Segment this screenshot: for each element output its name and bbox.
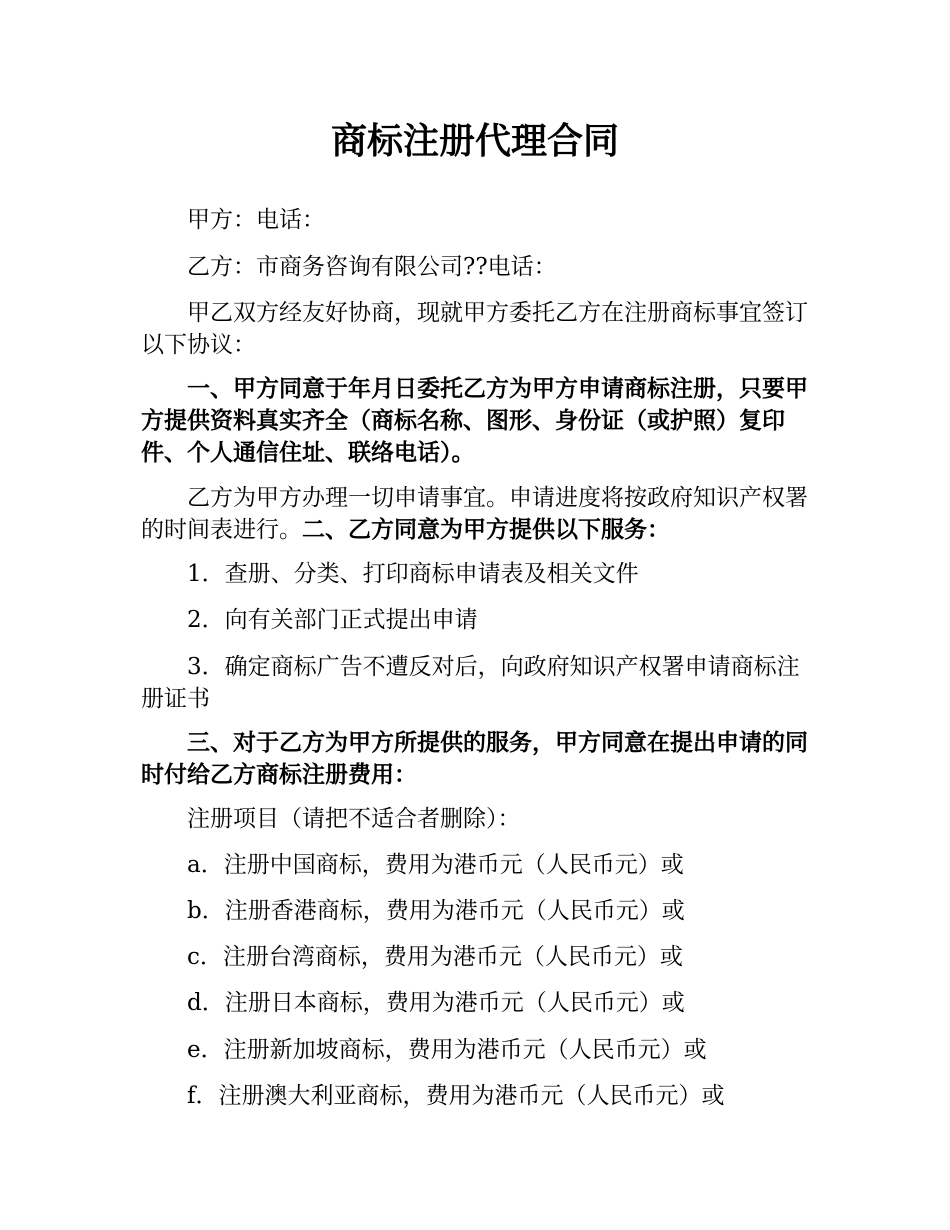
document-title: 商标注册代理合同 bbox=[330, 121, 619, 162]
fee-item-e: e．注册新加坡商标，费用为港币元（人民币元）或 bbox=[187, 1037, 707, 1063]
service-item-1: 1．查册、分类、打印商标申请表及相关文件 bbox=[187, 561, 639, 587]
fee-item-d: d．注册日本商标，费用为港币元（人民币元）或 bbox=[187, 990, 685, 1016]
clause-2-heading: 二、乙方同意为甲方提供以下服务： bbox=[302, 517, 670, 543]
clause-1: 一、甲方同意于年月日委托乙方为甲方申请商标注册，只要甲方提供资料真实齐全（商标名称、图形、身份证（或护照）复印件、个人通信住址、联络电话）。 bbox=[141, 376, 808, 466]
clause-1-followup-paragraph bbox=[141, 482, 811, 546]
fee-item-b: b．注册香港商标，费用为港币元（人民币元）或 bbox=[187, 898, 685, 924]
intro-paragraph: 甲乙双方经友好协商，现就甲方委托乙方在注册商标事宜签订以下协议： bbox=[141, 300, 808, 358]
fee-item-a: a．注册中国商标，费用为港币元（人民币元）或 bbox=[187, 852, 684, 878]
clause-1-followup: 乙方为甲方办理一切申请事宜。申请进度将按政府知识产权署的时间表进行。 bbox=[141, 485, 808, 543]
party-a-line: 甲方：电话： bbox=[187, 207, 325, 233]
items-intro: 注册项目（请把不适合者删除）： bbox=[187, 806, 521, 832]
service-item-3: 3．确定商标广告不遭反对后，向政府知识产权署申请商标注册证书 bbox=[141, 654, 800, 712]
service-item-2: 2．向有关部门正式提出申请 bbox=[187, 607, 478, 633]
fee-item-c: c．注册台湾商标，费用为港币元（人民币元）或 bbox=[187, 944, 683, 970]
clause-3: 三、对于乙方为甲方所提供的服务，甲方同意在提出申请的同时付给乙方商标注册费用： bbox=[141, 730, 808, 788]
party-b-line: 乙方：市商务咨询有限公司??电话： bbox=[187, 254, 557, 280]
fee-item-f: f．注册澳大利亚商标，费用为港币元（人民币元）或 bbox=[187, 1083, 725, 1109]
